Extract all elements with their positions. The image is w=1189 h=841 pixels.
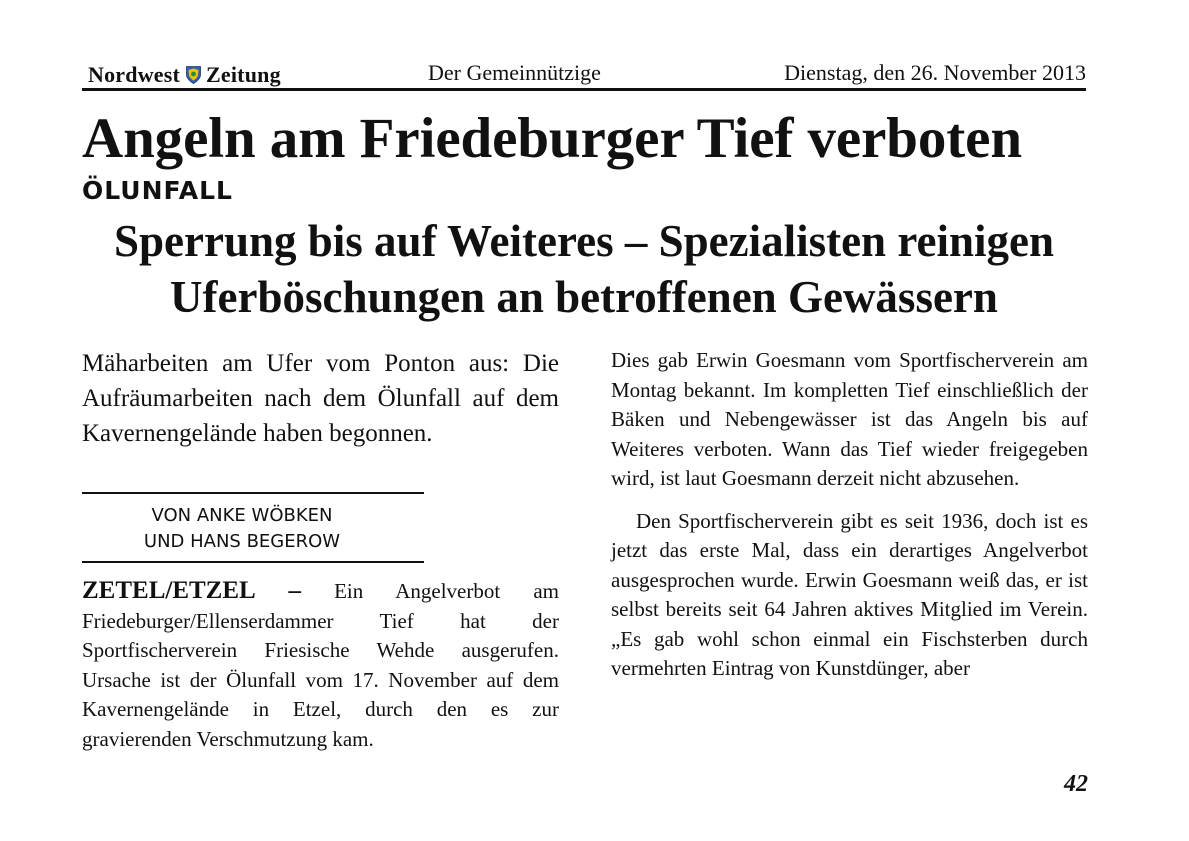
byline-line-1: VON ANKE WÖBKEN	[151, 505, 333, 526]
logo-word-nordwest: Nordwest	[88, 61, 181, 87]
crest-icon	[186, 66, 201, 84]
page-number: 42	[1064, 771, 1088, 797]
newspaper-logo	[88, 60, 281, 88]
body-text-left: Ein Angelverbot am Friedeburger/Ellenserdammer Tief hat der Sportfischerverein Friesische Wehde ausgerufen. Ursache ist der Ölunfall vom 17. November auf dem Kavernengelände in Etzel, durch den es zur gravierenden Verschmutzung kam.	[82, 579, 559, 751]
byline	[82, 503, 402, 555]
body-paragraph-2: Dies gab Erwin Goesmann vom Sportfischerverein am Montag bekannt. Im kompletten Tief einschließlich der Bäken und Nebengewässer ist das Angeln bis auf Weiteres verboten. Wann das Tief wieder freigegeben wird, ist laut Goesmann derzeit nicht abzusehen.	[611, 348, 1088, 490]
body-paragraph-1	[82, 576, 559, 754]
lead-text: Mäharbeiten am Ufer vom Ponton aus: Die Aufräumarbeiten nach dem Ölunfall auf dem Kavernengelände haben begonnen.	[82, 350, 559, 447]
subheadline: Sperrung bis auf Weiteres – Spezialisten reinigen Uferböschungen an betroffenen Gewässern	[113, 216, 1055, 322]
body-column-right	[611, 346, 1088, 684]
issue-date: Dienstag, den 26. November 2013	[784, 60, 1086, 85]
publication-name: Der Gemeinnützige	[428, 60, 601, 85]
lead-paragraph	[82, 346, 559, 451]
kicker: ÖLUNFALL	[82, 176, 233, 205]
dateline: ZETEL/ETZEL –	[82, 577, 301, 604]
body-column-left	[82, 576, 559, 754]
headline: Angeln am Friedeburger Tief verboten	[82, 107, 1022, 170]
byline-rule-top	[82, 492, 424, 494]
byline-line-2: UND HANS BEGEROW	[143, 531, 341, 552]
body-paragraph-3: Den Sportfischerverein gibt es seit 1936, doch ist es jetzt das erste Mal, dass ein derartiges Angelverbot ausgesprochen wurde. Erwin Goesmann weiß das, er ist selbst bereits seit 64 Jahren aktives Mitglied im Verein. „Es gab wohl schon einmal ein Fischsterben durch vermehrten Eintrag von Kunstdünger, aber	[611, 508, 1088, 680]
byline-rule-bottom	[82, 561, 424, 563]
logo-word-zeitung: Zeitung	[206, 61, 281, 87]
page-header	[82, 58, 1086, 91]
